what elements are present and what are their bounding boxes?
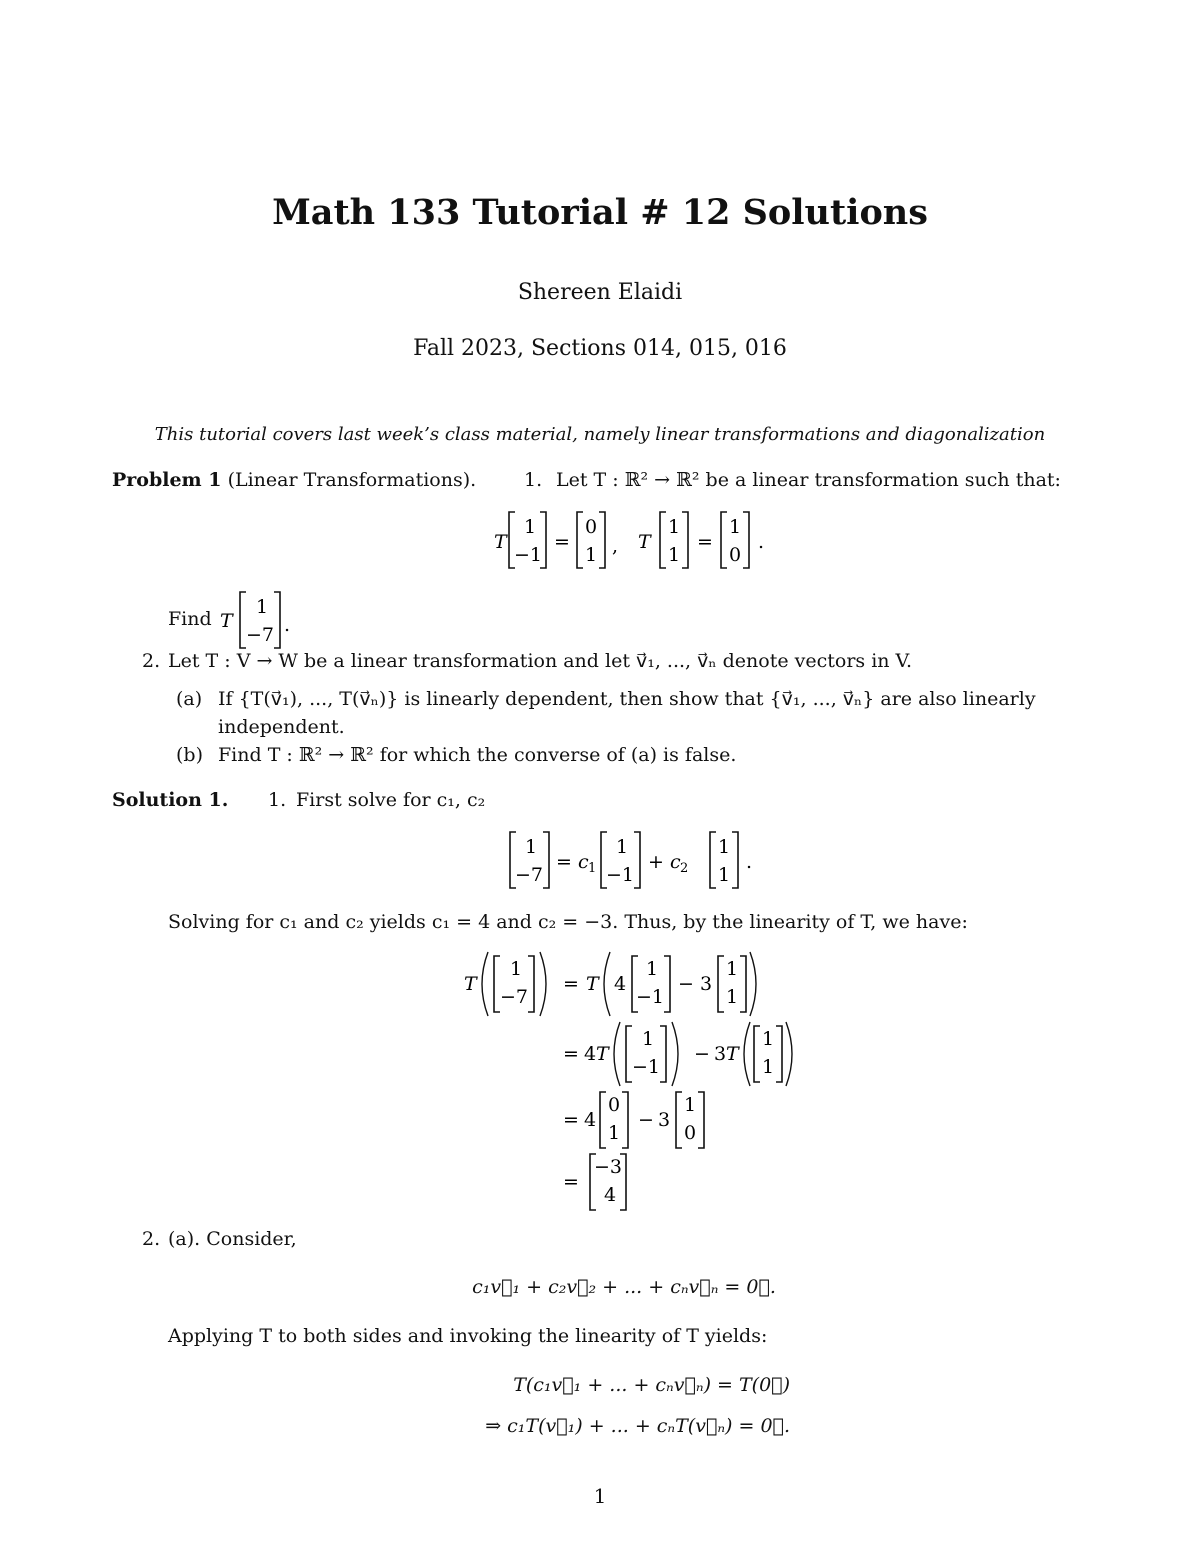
part-a-line-2: independent. [218,716,345,738]
svg-text:T: T [494,531,507,553]
svg-text:3: 3 [714,1043,727,1065]
svg-text:0: 0 [584,516,598,538]
solving-text: Solving for c₁ and c₂ yields c₁ = 4 and c₂ = −3. Thus, by the linearity of T, we have: [168,911,968,933]
svg-text:−7: −7 [514,864,544,886]
author: Shereen Elaidi [517,280,683,305]
svg-text:3: 3 [700,973,713,995]
svg-text:.: . [284,614,291,636]
part-a-line-1: If {T(v⃗₁), ..., T(v⃗ₙ)} is linearly dependent, then show that {v⃗₁, ..., v⃗ₙ} are also linearly [218,688,1036,710]
svg-text:=: = [697,531,713,553]
svg-text:−: − [678,973,694,995]
solution-label: Solution 1. [112,789,229,811]
linear-combination-equation [504,828,764,892]
svg-text:=: = [556,851,572,873]
svg-text:1: 1 [717,864,731,886]
svg-text:T: T [464,973,477,995]
solution-item-1-text: First solve for c₁, c₂ [296,789,486,811]
svg-text:T: T [220,610,233,632]
svg-text:=: = [563,1043,579,1065]
svg-text:4: 4 [614,973,627,995]
svg-text:−7: −7 [499,986,529,1008]
svg-text:1: 1 [584,544,598,566]
problem-1-item-1-number: 1. [524,469,543,491]
svg-text:0: 0 [728,544,742,566]
part-b-label: (b) [176,744,203,766]
svg-text:1: 1 [725,958,739,980]
svg-text:,: , [612,535,619,557]
svg-text:−1: −1 [605,864,635,886]
svg-text:1: 1 [761,1028,775,1050]
solution-item-2-text: (a). Consider, [168,1228,297,1250]
svg-text:T: T [726,1043,739,1065]
svg-text:4: 4 [603,1184,617,1206]
page-number: 1 [593,1484,607,1508]
find-expression [218,588,298,652]
problem-1-heading [112,469,476,491]
sum-equation: c₁v⃗₁ + c₂v⃗₂ + ... + cₙv⃗ₙ = 0⃗. [472,1276,776,1298]
svg-text:1: 1 [509,958,523,980]
svg-text:1: 1 [683,1094,697,1116]
svg-text:1: 1 [728,516,742,538]
svg-text:3: 3 [658,1109,671,1131]
problem-1-item-2-text: Let T : V → W be a linear transformation and let v⃗₁, ..., v⃗ₙ denote vectors in V. [168,650,912,672]
svg-text:1: 1 [761,1056,775,1078]
svg-text:1: 1 [717,836,731,858]
svg-text:−1: −1 [635,986,665,1008]
svg-text:T: T [638,531,651,553]
svg-text:−1: −1 [631,1056,661,1078]
problem-1-item-1-text: Let T : ℝ² → ℝ² be a linear transformation such that: [556,469,1061,491]
svg-text:1: 1 [667,544,681,566]
solution-item-1-number: 1. [268,789,287,811]
equation-line-2: ⇒ c₁T(v⃗₁) + ... + cₙT(v⃗ₙ) = 0⃗. [485,1415,790,1437]
svg-text:1: 1 [523,516,537,538]
svg-text:−1: −1 [513,544,543,566]
svg-text:1: 1 [641,1028,655,1050]
svg-text:1: 1 [588,861,597,876]
svg-text:1: 1 [524,836,538,858]
svg-text:4: 4 [584,1109,597,1131]
svg-text:0: 0 [607,1094,621,1116]
svg-text:=: = [563,1109,579,1131]
svg-text:−7: −7 [245,624,275,646]
svg-text:−3: −3 [593,1156,623,1178]
svg-text:4: 4 [584,1043,597,1065]
given-transformations-equation [488,508,778,572]
solution-item-2-number: 2. [142,1228,161,1250]
svg-text:1: 1 [255,596,269,618]
svg-text:=: = [563,973,579,995]
svg-text:1: 1 [667,516,681,538]
svg-text:+: + [648,851,664,873]
part-b-text: Find T : ℝ² → ℝ² for which the converse of (a) is false. [218,744,737,766]
svg-text:1: 1 [607,1122,621,1144]
term: Fall 2023, Sections 014, 015, 016 [413,336,787,361]
problem-topic: (Linear Transformations). [227,469,477,491]
svg-text:1: 1 [725,986,739,1008]
linearity-derivation [456,950,816,1218]
svg-text:c: c [670,851,681,873]
svg-text:−: − [638,1109,654,1131]
svg-text:c: c [578,851,589,873]
page-title: Math 133 Tutorial # 12 Solutions [272,192,928,233]
equation-line-1: T(c₁v⃗₁ + ... + cₙv⃗ₙ) = T(0⃗) [513,1374,790,1396]
part-a-label: (a) [176,688,203,710]
find-label: Find [168,608,212,630]
intro: This tutorial covers last week’s class material, namely linear transformations and diagonalization [154,424,1046,445]
svg-text:0: 0 [683,1122,697,1144]
svg-text:−: − [694,1043,710,1065]
svg-text:1: 1 [645,958,659,980]
problem-label: Problem 1 [112,469,222,491]
svg-text:.: . [758,531,765,553]
applying-text: Applying T to both sides and invoking the linearity of T yields: [168,1325,768,1347]
svg-text:T: T [596,1043,609,1065]
svg-text:2: 2 [680,861,689,876]
svg-text:T: T [586,973,599,995]
svg-text:=: = [554,531,570,553]
svg-text:.: . [746,851,753,873]
problem-1-item-2-number: 2. [142,650,161,672]
svg-text:=: = [563,1171,579,1193]
svg-text:1: 1 [615,836,629,858]
